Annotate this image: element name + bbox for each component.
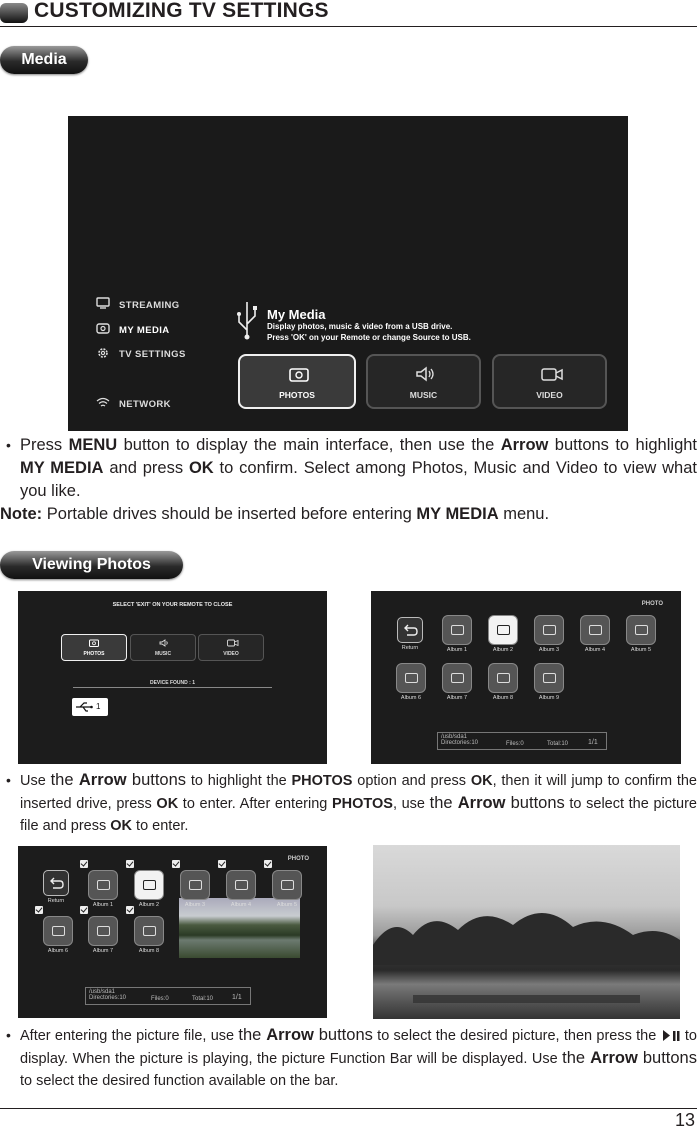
total-label: Total:10: [547, 741, 569, 747]
album-label: Album 4: [230, 902, 252, 908]
album-label: Album 8: [138, 948, 160, 954]
my-media-heading: My Media: [267, 307, 326, 322]
camera-icon: [635, 625, 648, 635]
note-paragraph: Note: Portable drives should be inserted before entering MY MEDIA menu.: [0, 505, 550, 523]
album-tile: [226, 870, 256, 900]
header-rule: [0, 26, 697, 27]
album-tile: [442, 615, 472, 645]
album-label: Album 2: [492, 647, 514, 653]
album-label: Album 7: [446, 695, 468, 701]
camera-icon: [96, 322, 110, 334]
camera-icon: [543, 673, 556, 683]
return-label: Return: [401, 645, 419, 651]
header-bullet: [0, 3, 28, 23]
path-label: /usb/sda1: [89, 989, 116, 995]
check-icon: [264, 860, 272, 868]
camera-icon: [143, 926, 156, 936]
menu-network: NETWORK: [119, 399, 171, 410]
instruction-paragraph-1: • Press MENU button to display the main interface, then use the Arrow buttons to highlight MY MEDIA and press OK to confirm. Select among Photos, Music and Video to view what you like.: [6, 436, 697, 500]
photo-selection-screenshot: [18, 846, 327, 1018]
return-label: Return: [47, 898, 65, 904]
tile-video-label: VIDEO: [536, 390, 563, 400]
footer-rule: [0, 1108, 697, 1109]
check-icon: [126, 860, 134, 868]
section-viewing-photos-label: Viewing Photos: [0, 551, 183, 579]
usb-device-count: 1: [96, 702, 101, 711]
page-label: 1/1: [588, 739, 598, 746]
tile-music: [366, 354, 481, 409]
usb-screen-title: SELECT 'EXIT' ON YOUR REMOTE TO CLOSE: [112, 602, 233, 608]
instruction-paragraph-2: • Use the Arrow buttons to highlight the PHOTOS option and press OK, then it will jump to confirm the inserted drive, press OK to enter. After entering PHOTOS, use the Arrow buttons to select the picture file and press OK to enter.: [6, 771, 697, 834]
album-label: Album 4: [584, 647, 606, 653]
return-arrow-icon: [404, 624, 418, 636]
return-button: [397, 617, 423, 643]
menu-my-media: MY MEDIA: [119, 325, 170, 336]
play-pause-icon: [661, 1029, 681, 1042]
tile-video: [492, 354, 607, 409]
usb-device-item: [72, 698, 108, 716]
album-tile: [134, 916, 164, 946]
device-divider: [73, 687, 272, 688]
camera-icon: [189, 880, 202, 890]
camera-icon: [97, 880, 110, 890]
usb-tile-music: MUSIC: [130, 634, 196, 661]
wifi-icon: [96, 397, 110, 408]
album-tile: [180, 870, 210, 900]
video-camera-icon: [541, 366, 563, 382]
check-icon: [80, 906, 88, 914]
menu-tv-settings: TV SETTINGS: [119, 349, 186, 360]
photo-corner-label: PHOTO: [287, 856, 309, 862]
page-number: 13: [674, 1110, 695, 1130]
album-tile: [396, 663, 426, 693]
camera-icon: [235, 880, 248, 890]
directory-info-box: [437, 732, 607, 750]
camera-icon: [281, 880, 294, 890]
gear-icon: [96, 346, 110, 360]
album-label: Album 8: [492, 695, 514, 701]
menu-streaming: STREAMING: [119, 300, 180, 311]
album-tile: [488, 663, 518, 693]
album-label: Album 7: [92, 948, 114, 954]
my-media-screenshot: [68, 116, 628, 431]
album-label: Album 5: [276, 902, 298, 908]
album-tile: [88, 870, 118, 900]
files-label: Files:0: [151, 996, 169, 1002]
camera-icon: [497, 673, 510, 683]
files-label: Files:0: [506, 741, 524, 747]
instruction-paragraph-3: • After entering the picture file, use the Arrow buttons to select the desired picture, then press the to display. When the picture is playing, the picture Function Bar will be displayed. Use the Arrow buttons to select the desired function available on the bar.: [6, 1026, 697, 1089]
album-label: Album 6: [47, 948, 69, 954]
tv-icon: [96, 297, 110, 309]
speaker-icon: [415, 366, 435, 382]
bullet: •: [6, 1027, 11, 1043]
camera-icon: [143, 880, 156, 890]
tile-photos-label: PHOTOS: [279, 390, 315, 400]
album-tile: [43, 916, 73, 946]
directory-info-box: [85, 987, 251, 1005]
camera-icon: [89, 639, 99, 647]
album-tile: [626, 615, 656, 645]
camera-icon: [97, 926, 110, 936]
album-label: Album 3: [538, 647, 560, 653]
return-arrow-icon: [50, 877, 64, 889]
page-label: 1/1: [232, 994, 242, 1001]
check-icon: [126, 906, 134, 914]
camera-icon: [451, 673, 464, 683]
tile-music-label: MUSIC: [409, 390, 438, 400]
directories-label: Directories:10: [89, 995, 127, 1001]
album-label: Album 1: [92, 902, 114, 908]
album-tile: [534, 663, 564, 693]
tile-photos: [238, 354, 356, 409]
album-label: Album 6: [400, 695, 422, 701]
check-icon: [172, 860, 180, 868]
camera-icon: [589, 625, 602, 635]
camera-icon: [497, 625, 510, 635]
album-label: Album 1: [446, 647, 468, 653]
album-tile: [580, 615, 610, 645]
camera-icon: [52, 926, 65, 936]
my-media-line2: Press 'OK' on your Remote or change Source to USB.: [267, 333, 471, 342]
album-tile: [88, 916, 118, 946]
my-media-line1: Display photos, music & video from a USB drive.: [267, 322, 453, 331]
check-icon: [35, 906, 43, 914]
bullet: •: [6, 437, 11, 453]
album-label: Album 2: [138, 902, 160, 908]
photo-corner-label: PHOTO: [641, 601, 663, 607]
album-label: Album 5: [630, 647, 652, 653]
camera-icon: [451, 625, 464, 635]
path-label: /usb/sda1: [441, 734, 468, 740]
return-button: [43, 870, 69, 896]
check-icon: [218, 860, 226, 868]
tree-line-graphic: [373, 905, 680, 985]
album-label: Album 9: [538, 695, 560, 701]
usb-icon: [236, 300, 258, 340]
total-label: Total:10: [192, 996, 214, 1002]
album-tile: [534, 615, 564, 645]
video-camera-icon: [227, 639, 239, 647]
album-tile: [488, 615, 518, 645]
full-photo-screenshot: [373, 845, 680, 1019]
photo-albums-screenshot: [371, 591, 681, 764]
usb-icon: [75, 702, 93, 712]
usb-tile-photos: PHOTOS: [61, 634, 127, 661]
camera-icon: [289, 366, 309, 382]
directories-label: Directories:10: [441, 740, 479, 746]
album-tile: [134, 870, 164, 900]
photo-source-screenshot: [18, 591, 327, 764]
section-media-label: Media: [0, 46, 88, 74]
usb-tile-video: VIDEO: [198, 634, 264, 661]
page-title: CUSTOMIZING TV SETTINGS: [34, 0, 329, 22]
speaker-icon: [159, 639, 169, 647]
album-tile: [272, 870, 302, 900]
device-found-label: DEVICE FOUND : 1: [149, 680, 195, 686]
album-tile: [442, 663, 472, 693]
camera-icon: [543, 625, 556, 635]
camera-icon: [405, 673, 418, 683]
function-bar: [413, 995, 640, 1003]
bullet: •: [6, 772, 11, 788]
album-label: Album 3: [184, 902, 206, 908]
check-icon: [80, 860, 88, 868]
